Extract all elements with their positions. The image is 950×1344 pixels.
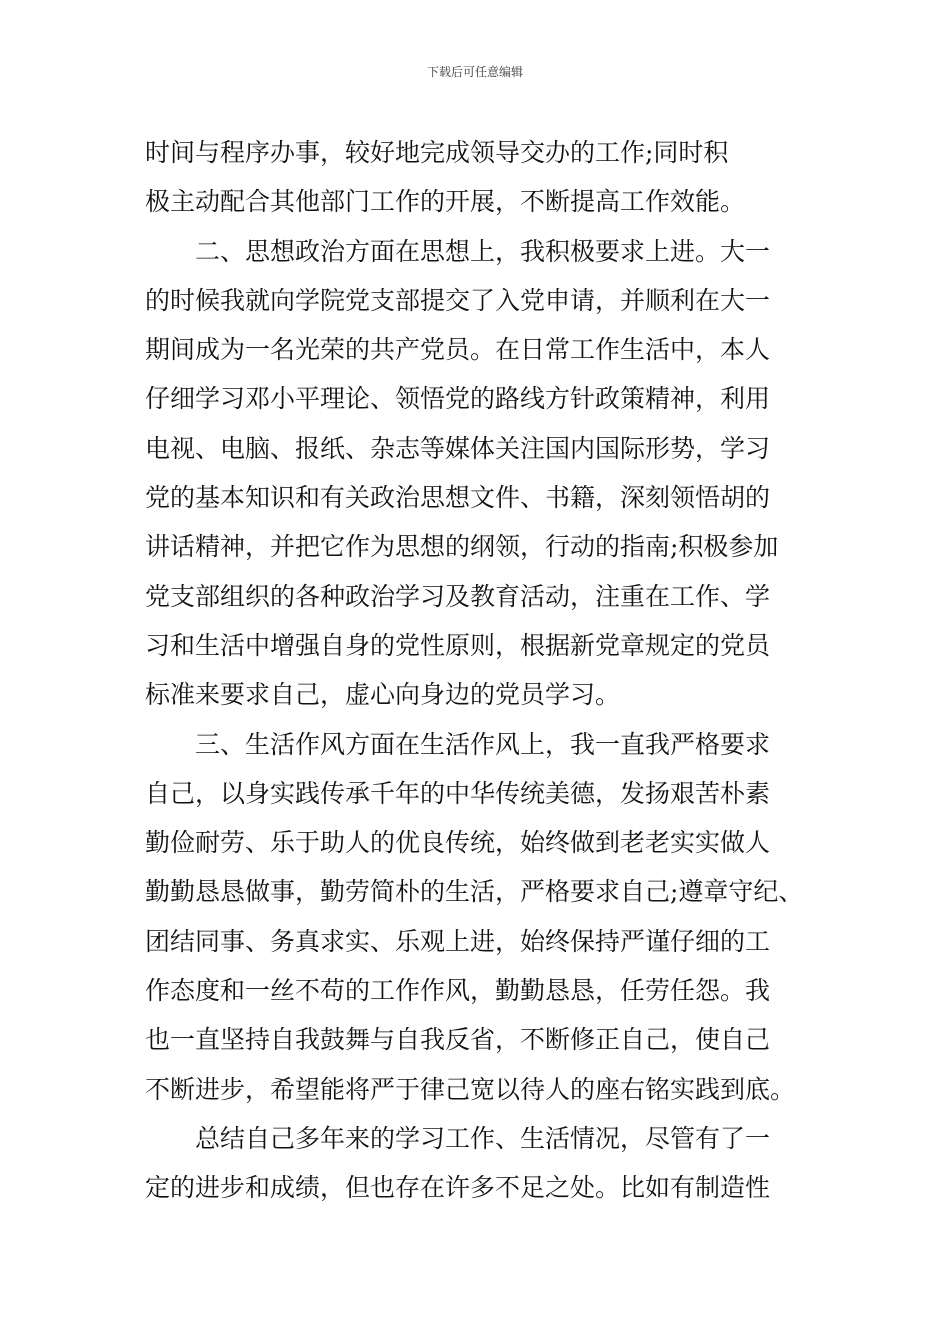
text-line: 定的进步和成绩，但也存在许多不足之处。比如有制造性 xyxy=(145,1173,771,1203)
page-header: 下载后可任意编辑 xyxy=(426,65,523,79)
text-line: 讲话精神，并把它作为思想的纲领，行动的指南;积极参加 xyxy=(145,532,779,562)
text-line: 不断进步，希望能将严于律己宽以待人的座右铭实践到底。 xyxy=(145,1074,796,1104)
paragraph-start-line: 二、思想政治方面在思想上，我积极要求上进。大一 xyxy=(195,236,771,266)
text-line: 时间与程序办事，较好地完成领导交办的工作;同时积 xyxy=(145,138,729,167)
text-line: 自己，以身实践传承千年的中华传统美德，发扬艰苦朴素 xyxy=(145,778,771,808)
text-line: 作态度和一丝不苟的工作作风，勤勤恳恳，任劳任怨。我 xyxy=(145,976,771,1006)
text-line: 勤俭耐劳、乐于助人的优良传统，始终做到老老实实做人 xyxy=(145,828,771,858)
text-line: 电视、电脑、报纸、杂志等媒体关注国内国际形势，学习 xyxy=(145,433,771,463)
text-line: 仔细学习邓小平理论、领悟党的路线方针政策精神，利用 xyxy=(145,384,771,414)
text-line: 标准来要求自己，虚心向身边的党员学习。 xyxy=(145,680,621,710)
text-line: 党支部组织的各种政治学习及教育活动，注重在工作、学 xyxy=(145,581,771,611)
text-line: 党的基本知识和有关政治思想文件、书籍，深刻领悟胡的 xyxy=(145,483,771,513)
text-line: 习和生活中增强自身的党性原则，根据新党章规定的党员 xyxy=(145,630,771,660)
document-body xyxy=(145,128,815,1213)
paragraph-start-line: 总结自己多年来的学习工作、生活情况，尽管有了一 xyxy=(195,1123,771,1153)
paragraph-start-line: 三、生活作风方面在生活作风上，我一直我严格要求 xyxy=(195,729,771,759)
text-line: 勤勤恳恳做事，勤劳简朴的生活，严格要求自己;遵章守纪、 xyxy=(145,877,804,907)
text-line: 期间成为一名光荣的共产党员。在日常工作生活中，本人 xyxy=(145,335,771,365)
text-line: 极主动配合其他部门工作的开展，不断提高工作效能。 xyxy=(145,187,746,217)
text-line: 的时候我就向学院党支部提交了入党申请，并顺利在大一 xyxy=(145,285,771,315)
text-line: 也一直坚持自我鼓舞与自我反省，不断修正自己，使自己 xyxy=(145,1025,771,1055)
text-line: 团结同事、务真求实、乐观上进，始终保持严谨仔细的工 xyxy=(145,926,771,956)
